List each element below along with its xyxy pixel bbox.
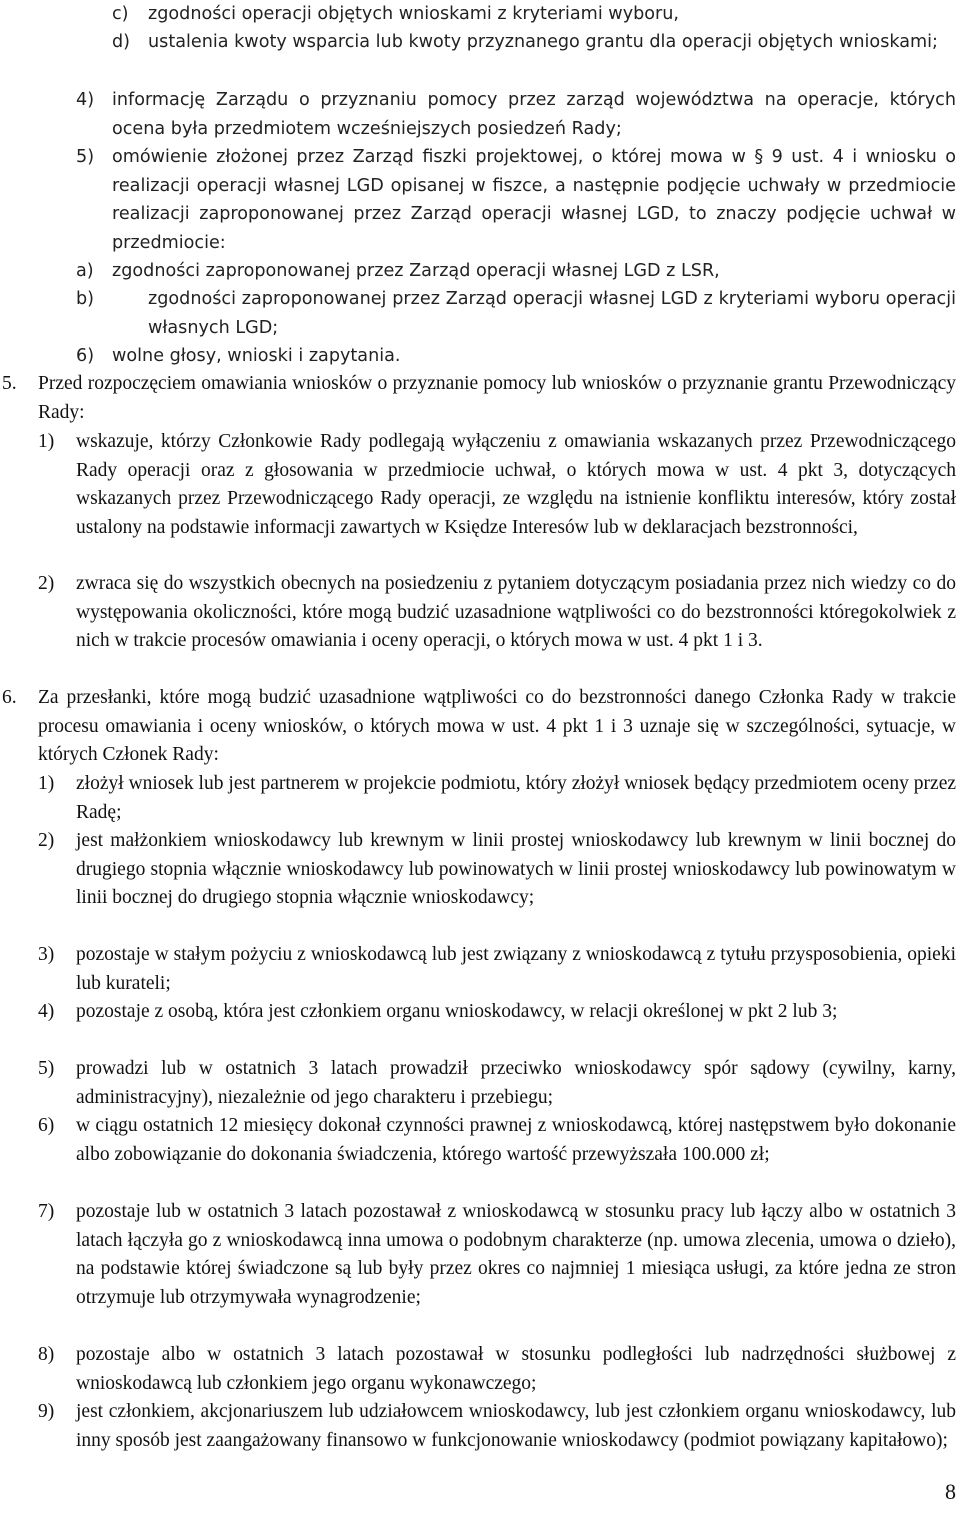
list-text: pozostaje w stałym pożyciu z wnioskodawcą lub jest związany z wnioskodawcą z tytułu przysposobienia, opieki lub kurateli; [76, 944, 956, 994]
list-marker: 3) [38, 944, 55, 965]
list-text: pozostaje z osobą, która jest członkiem organu wnioskodawcy, w relacji określonej w pkt 2 lub 3; [76, 1001, 838, 1022]
list-item [112, 28, 956, 57]
list-item [38, 827, 956, 913]
list-text: omówienie złożonej przez Zarząd fiszki projektowej, o której mowa w § 9 ust. 4 i wniosku o realizacji operacji własnej LGD opisanej w fiszce, a następnie podjęcie uchwały w przedmiocie realizacji zaproponowanej przez Zarząd operacji własnej LGD, to znaczy podjęcie uchwał w przedmiocie: [112, 147, 956, 253]
list-marker: 6. [2, 687, 17, 708]
list-item [38, 570, 956, 656]
list-marker: a) [76, 261, 94, 281]
list-item [76, 143, 956, 257]
list-marker: 7) [38, 1201, 55, 1222]
list-marker: 9) [38, 1401, 55, 1422]
list-text: informację Zarządu o przyznaniu pomocy przez zarząd województwa na operacje, których ocena była przedmiotem wcześniejszych posiedzeń Rady; [112, 90, 956, 139]
list-text: zgodności zaproponowanej przez Zarząd operacji własnej LGD z LSR, [112, 261, 720, 281]
list-item [112, 0, 956, 29]
list-item [38, 998, 956, 1027]
page-number: 8 [945, 1479, 956, 1504]
list-marker: 5. [2, 373, 17, 394]
list-marker: 2) [38, 573, 55, 594]
list-marker: 6) [76, 346, 95, 366]
list-text: ustalenia kwoty wsparcia lub kwoty przyznanego grantu dla operacji objętych wnioskami; [148, 32, 938, 52]
list-text: jest członkiem, akcjonariuszem lub udziałowcem wnioskodawcy, lub jest członkiem organu wnioskodawcy, lub inny sposób jest zaangażowany finansowo w funkcjonowanie wnioskodawcy (podmiot powiązany kapitałowo); [76, 1401, 956, 1451]
list-text: jest małżonkiem wnioskodawcy lub krewnym w linii prostej wnioskodawcy lub krewnym w linii bocznej do drugiego stopnia włącznie wnioskodawcy lub powinowatych w linii prostej wnioskodawcy lub powinowatym w linii bocznej do drugiego stopnia włącznie wnioskodawcy; [76, 830, 956, 908]
list-marker: d) [112, 32, 131, 52]
list-text: zwraca się do wszystkich obecnych na posiedzeniu z pytaniem dotyczącym posiadania przez nich wiedzy co do występowania okoliczności, które mogą budzić uzasadnione wątpliwości co do bezstronności któregokolwiek z nich w trakcie procesów omawiania i oceny operacji, o których mowa w ust. 4 pkt 1 i 3. [76, 573, 956, 651]
list-marker: 5) [76, 147, 95, 167]
list-marker: 2) [38, 830, 55, 851]
list-marker: b) [76, 289, 95, 309]
list-item [38, 1341, 956, 1398]
list-text: pozostaje lub w ostatnich 3 latach pozostawał z wnioskodawcą w stosunku pracy lub łączy albo w ostatnich 3 latach łączyła go z wnioskodawcą inna umowa o podobnym charakterze (np. umowa zlecenia, umowa o dzieło), na podstawie której świadczone są lub były przez okres co najmniej 1 miesiąca usługi, za które jedna ze stron otrzymuje lub otrzymywała wynagrodzenie; [76, 1201, 956, 1308]
list-text: pozostaje albo w ostatnich 3 latach pozostawał w stosunku podległości lub nadrzędności służbowej z wnioskodawcą lub członkiem jego organu wykonawczego; [76, 1344, 956, 1394]
list-item [38, 941, 956, 998]
list-item [38, 1112, 956, 1169]
list-item [38, 428, 956, 542]
list-text: Za przesłanki, które mogą budzić uzasadnione wątpliwości co do bezstronności danego Członka Rady w trakcie procesu omawiania i oceny wniosków, o których mowa w ust. 4 pkt 1 i 3 uznaje się w szczególności, sytuacje, w których Członek Rady: [38, 687, 956, 765]
list-item [76, 86, 956, 143]
list-text: prowadzi lub w ostatnich 3 latach prowadził przeciwko wnioskodawcy spór sądowy (cywilny, karny, administracyjny), niezależnie od jego charakteru i przebiegu; [76, 1058, 956, 1108]
list-marker: 6) [38, 1115, 55, 1136]
list-marker: 1) [38, 431, 55, 452]
list-text: Przed rozpoczęciem omawiania wniosków o przyznanie pomocy lub wniosków o przyznanie grantu Przewodniczący Rady: [38, 373, 956, 423]
list-item [76, 285, 956, 342]
list-marker: c) [112, 4, 129, 24]
list-item [38, 1055, 956, 1112]
list-marker: 5) [38, 1058, 55, 1079]
list-marker: 1) [38, 773, 55, 794]
list-item [2, 370, 956, 427]
list-item [76, 257, 956, 286]
list-text: w ciągu ostatnich 12 miesięcy dokonał czynności prawnej z wnioskodawcą, której następstwem było dokonanie albo zobowiązanie do dokonania świadczenia, którego wartość przewyższała 100.000 zł; [76, 1115, 956, 1165]
list-marker: 4) [76, 90, 95, 110]
list-text: zgodności operacji objętych wnioskami z kryteriami wyboru, [148, 4, 680, 24]
list-marker: 8) [38, 1344, 55, 1365]
list-item [38, 1198, 956, 1312]
list-text: zgodności zaproponowanej przez Zarząd operacji własnej LGD z kryteriami wyboru operacji własnych LGD; [148, 289, 956, 338]
list-text: złożył wniosek lub jest partnerem w projekcie podmiotu, który złożył wniosek będący przedmiotem oceny przez Radę; [76, 773, 956, 823]
list-item [76, 342, 956, 371]
list-item [2, 684, 956, 770]
list-item [38, 1398, 956, 1455]
list-text: wskazuje, którzy Członkowie Rady podlegają wyłączeniu z omawiania wskazanych przez Przewodniczącego Rady operacji oraz z głosowania w przedmiocie uchwał, o których mowa w ust. 4 pkt 3, dotyczących wskazanych przez Przewodniczącego Rady operacji, ze względu na istnienie konfliktu interesów, który został ustalony na podstawie informacji zawartych w Księdze Interesów lub w deklaracjach bezstronności, [76, 431, 956, 538]
list-item [38, 770, 956, 827]
list-marker: 4) [38, 1001, 55, 1022]
list-text: wolne głosy, wnioski i zapytania. [112, 346, 401, 366]
